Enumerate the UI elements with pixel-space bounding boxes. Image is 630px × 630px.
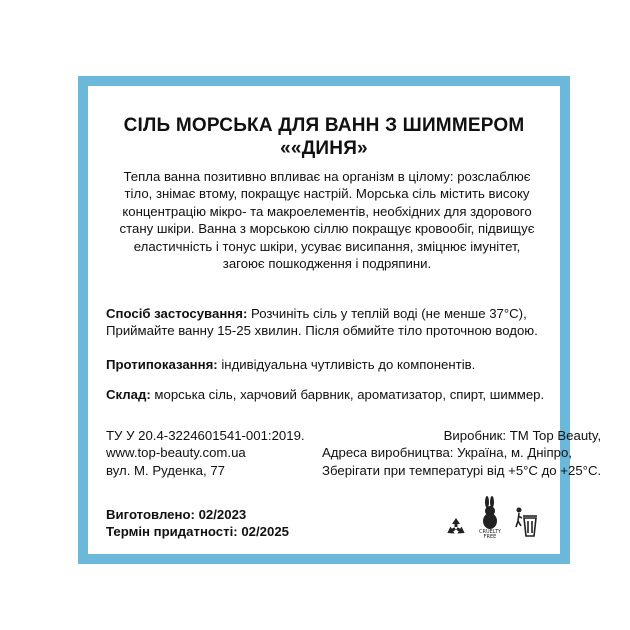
certification-icons: [444, 496, 538, 540]
cruelty-free-bunny-icon: [478, 496, 502, 530]
footer-right-line: Зберігати при температурі від +5°C до +25°C.: [322, 462, 602, 478]
usage-label: Спосіб застосування:: [106, 306, 248, 321]
description-line: еластичність і тонус шкіри, усуває висипання, зміцнює імунітет,: [133, 238, 521, 254]
usage-section: [106, 305, 550, 340]
cruelty-free-text-2: FREE: [483, 534, 497, 540]
composition-section: [106, 386, 550, 403]
description-line: тіло, знімає втому, покращує настрій. Морська сіль містить високу: [124, 186, 530, 202]
footer-right-line: Виробник: ТМ Top Beauty,: [443, 428, 602, 443]
description-line: концентрацію мікро- та макроелементів, необхідних для здорового: [122, 203, 532, 219]
description-line: Тепла ванна позитивно впливає на організм в цілому: розслаблює: [123, 169, 531, 184]
footer-left-line: ТУ У 20.4-3224601541-001:2019.: [106, 428, 305, 443]
expiry-date: Термін придатності: 02/2025: [106, 524, 289, 540]
usage-text-1: Розчиніть сіль у теплій воді (не менше 37°C),: [247, 306, 527, 321]
description-line: стану шкіри. Ванна з морською сіллю покращує кровообіг, підвищує: [119, 221, 535, 237]
usage-text-2: Приймайте ванну 15-25 хвилин. Після обмийте тіло проточною водою.: [106, 323, 538, 339]
footer-left-line: вул. М. Руденка, 77: [106, 462, 226, 478]
product-label: [78, 76, 602, 564]
contraindications-label: Протипоказання:: [106, 357, 218, 372]
footer-left-line: www.top-beauty.com.ua: [106, 445, 246, 461]
no-litter-bin-icon: [512, 506, 538, 540]
footer-right-line: Адреса виробництва: Україна, м. Дніпро,: [322, 445, 572, 461]
title-line-1: СІЛЬ МОРСЬКА ДЛЯ ВАНН З ШИММЕРОМ: [123, 115, 525, 136]
composition-label: Склад:: [106, 387, 151, 402]
title-line-2: ««ДИНЯ»: [280, 138, 368, 159]
product-title: [88, 114, 560, 160]
dates-section: [106, 506, 289, 541]
product-description: [106, 168, 548, 272]
footer-right: [322, 427, 601, 479]
contraindications-text: індивідуальна чутливість до компонентів.: [217, 357, 476, 372]
contraindications-section: [106, 356, 550, 373]
cruelty-free-text-1: CRUELTY: [479, 529, 501, 535]
manufactured-date: Виготовлено: 02/2023: [106, 507, 247, 522]
description-line: загоює пошкодження і подряпини.: [222, 256, 432, 272]
composition-text: морська сіль, харчовий барвник, ароматизатор, спирт, шиммер.: [150, 387, 545, 402]
footer-left: [106, 427, 305, 479]
cruelty-free-badge: [478, 496, 502, 540]
recycle-icon: [444, 516, 468, 540]
